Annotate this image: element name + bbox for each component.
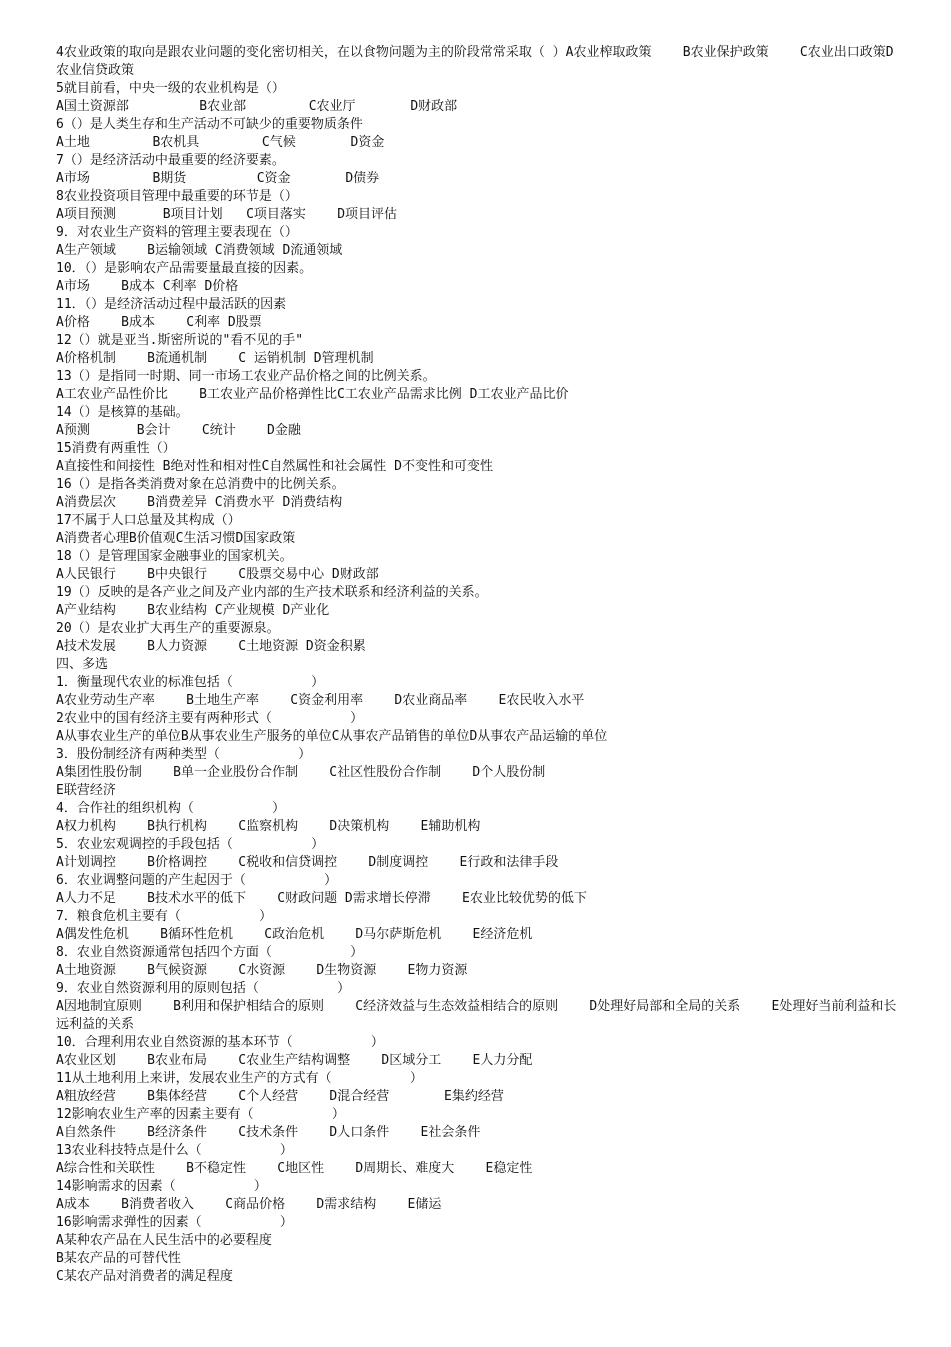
text-line: A市场 B成本 C利率 D价格 [56, 279, 239, 294]
text-line: 3．股份制经济有两种类型（ ） [56, 747, 312, 762]
text-line: E联营经济 [56, 783, 116, 798]
text-line: A技术发展 B人力资源 C土地资源 D资金积累 [56, 639, 366, 654]
text-line: 19（）反映的是各产业之间及产业内部的生产技术联系和经济利益的关系。 [56, 585, 488, 600]
text-line: 17不属于人口总量及其构成（） [56, 513, 241, 528]
text-line: 7（）是经济活动中最重要的经济要素。 [56, 153, 285, 168]
text-line: 12影响农业生产率的因素主要有（ ） [56, 1107, 345, 1122]
text-line: A国土资源部 B农业部 C农业厅 D财政部 [56, 99, 458, 114]
text-line: 10．（）是影响农产品需要量最直接的因素。 [56, 261, 313, 276]
text-line: A预测 B会计 C统计 D金融 [56, 423, 301, 438]
text-line: 1．衡量现代农业的标准包括（ ） [56, 675, 325, 690]
text-line: 16影响需求弹性的因素（ ） [56, 1215, 293, 1230]
text-line: A成本 B消费者收入 C商品价格 D需求结构 E储运 [56, 1197, 442, 1212]
text-line: A工农业产品性价比 B工农业产品价格弹性比C工农业产品需求比例 D工农业产品比价 [56, 387, 569, 402]
text-line: A自然条件 B经济条件 C技术条件 D人口条件 E社会条件 [56, 1125, 481, 1140]
text-line: 6．农业调整问题的产生起因于（ ） [56, 873, 338, 888]
text-line: A偶发性危机 B循环性危机 C政治危机 D马尔萨斯危机 E经济危机 [56, 927, 533, 942]
text-line: A直接性和间接性 B绝对性和相对性C自然属性和社会属性 D不变性和可变性 [56, 459, 493, 474]
text-line: 13（）是指同一时期、同一市场工农业产品价格之间的比例关系。 [56, 369, 436, 384]
text-line: A计划调控 B价格调控 C税收和信贷调控 D制度调控 E行政和法律手段 [56, 855, 559, 870]
text-line: 16（）是指各类消费对象在总消费中的比例关系。 [56, 477, 345, 492]
text-line: A从事农业生产的单位B从事农业生产服务的单位C从事农产品销售的单位D从事农产品运输的单位 [56, 729, 608, 744]
text-line: A某种农产品在人民生活中的必要程度 [56, 1233, 272, 1248]
text-line: 4．合作社的组织机构（ ） [56, 801, 286, 816]
text-line: 5就目前看，中央一级的农业机构是（） [56, 81, 285, 96]
text-line: A消费者心理B价值观C生活习惯D国家政策 [56, 531, 296, 546]
text-line: 2农业中的国有经济主要有两种形式（ ） [56, 711, 364, 726]
text-line: A农业劳动生产率 B土地生产率 C资金利用率 D农业商品率 E农民收入水平 [56, 693, 585, 708]
text-line: A项目预测 B项目计划 C项目落实 D项目评估 [56, 207, 398, 222]
text-line: 18（）是管理国家金融事业的国家机关。 [56, 549, 293, 564]
text-line: 10．合理利用农业自然资源的基本环节（ ） [56, 1035, 384, 1050]
text-line: 13农业科技特点是什么（ ） [56, 1143, 293, 1158]
text-line: 11．（）是经济活动过程中最活跃的因素 [56, 297, 287, 312]
text-line: A农业区划 B农业布局 C农业生产结构调整 D区域分工 E人力分配 [56, 1053, 533, 1068]
text-line: 8农业投资项目管理中最重要的环节是（） [56, 189, 298, 204]
text-line: 12（）就是亚当.斯密所说的"看不见的手" [56, 333, 304, 348]
text-line: A集团性股份制 B单一企业股份合作制 C社区性股份合作制 D个人股份制 [56, 765, 546, 780]
text-line: A价格 B成本 C利率 D股票 [56, 315, 262, 330]
text-line: A产业结构 B农业结构 C产业规模 D产业化 [56, 603, 330, 618]
text-line: A价格机制 B流通机制 C 运销机制 D管理机制 [56, 351, 374, 366]
text-line: C某农产品对消费者的满足程度 [56, 1269, 233, 1284]
text-line: A权力机构 B执行机构 C监察机构 D决策机构 E辅助机构 [56, 819, 481, 834]
text-line: 7．粮食危机主要有（ ） [56, 909, 273, 924]
text-line: A人民银行 B中央银行 C股票交易中心 D财政部 [56, 567, 379, 582]
document-body [56, 44, 901, 1286]
text-line: B某农产品的可替代性 [56, 1251, 181, 1266]
text-line: 4农业政策的取向是跟农业问题的变化密切相关，在以食物问题为主的阶段常常采取（ ）A农业榨取政策 B农业保护政策 C农业出口政策D农业信贷政策 [56, 45, 894, 78]
text-line: A综合性和关联性 B不稳定性 C地区性 D周期长、难度大 E稳定性 [56, 1161, 533, 1176]
text-line: 9．农业自然资源利用的原则包括（ ） [56, 981, 351, 996]
text-line: A消费层次 B消费差异 C消费水平 D消费结构 [56, 495, 343, 510]
text-line: 15消费有两重性（） [56, 441, 176, 456]
text-line: A粗放经营 B集体经营 C个人经营 D混合经营 E集约经营 [56, 1089, 504, 1104]
text-line: 6（）是人类生存和生产活动不可缺少的重要物质条件 [56, 117, 363, 132]
text-line: A土地 B农机具 C气候 D资金 [56, 135, 385, 150]
text-line: 20（）是农业扩大再生产的重要源泉。 [56, 621, 280, 636]
text-line: 9．对农业生产资料的管理主要表现在（） [56, 225, 298, 240]
text-line: A生产领域 B运输领域 C消费领域 D流通领域 [56, 243, 343, 258]
text-line: 11从土地利用上来讲，发展农业生产的方式有（ ） [56, 1071, 423, 1086]
text-line: A人力不足 B技术水平的低下 C财政问题 D需求增长停滞 E农业比较优势的低下 [56, 891, 587, 906]
text-line: 四、多选 [56, 657, 109, 672]
text-line: 14（）是核算的基础。 [56, 405, 189, 420]
text-line: 14影响需求的因素（ ） [56, 1179, 267, 1194]
text-line: 5．农业宏观调控的手段包括（ ） [56, 837, 325, 852]
text-line: A市场 B期货 C资金 D债券 [56, 171, 380, 186]
text-line: A因地制宜原则 B利用和保护相结合的原则 C经济效益与生态效益相结合的原则 D处理好局部和全局的关系 E处理好当前利益和长远利益的关系 [56, 999, 897, 1032]
text-line: A土地资源 B气候资源 C水资源 D生物资源 E物力资源 [56, 963, 468, 978]
text-line: 8．农业自然资源通常包括四个方面（ ） [56, 945, 364, 960]
